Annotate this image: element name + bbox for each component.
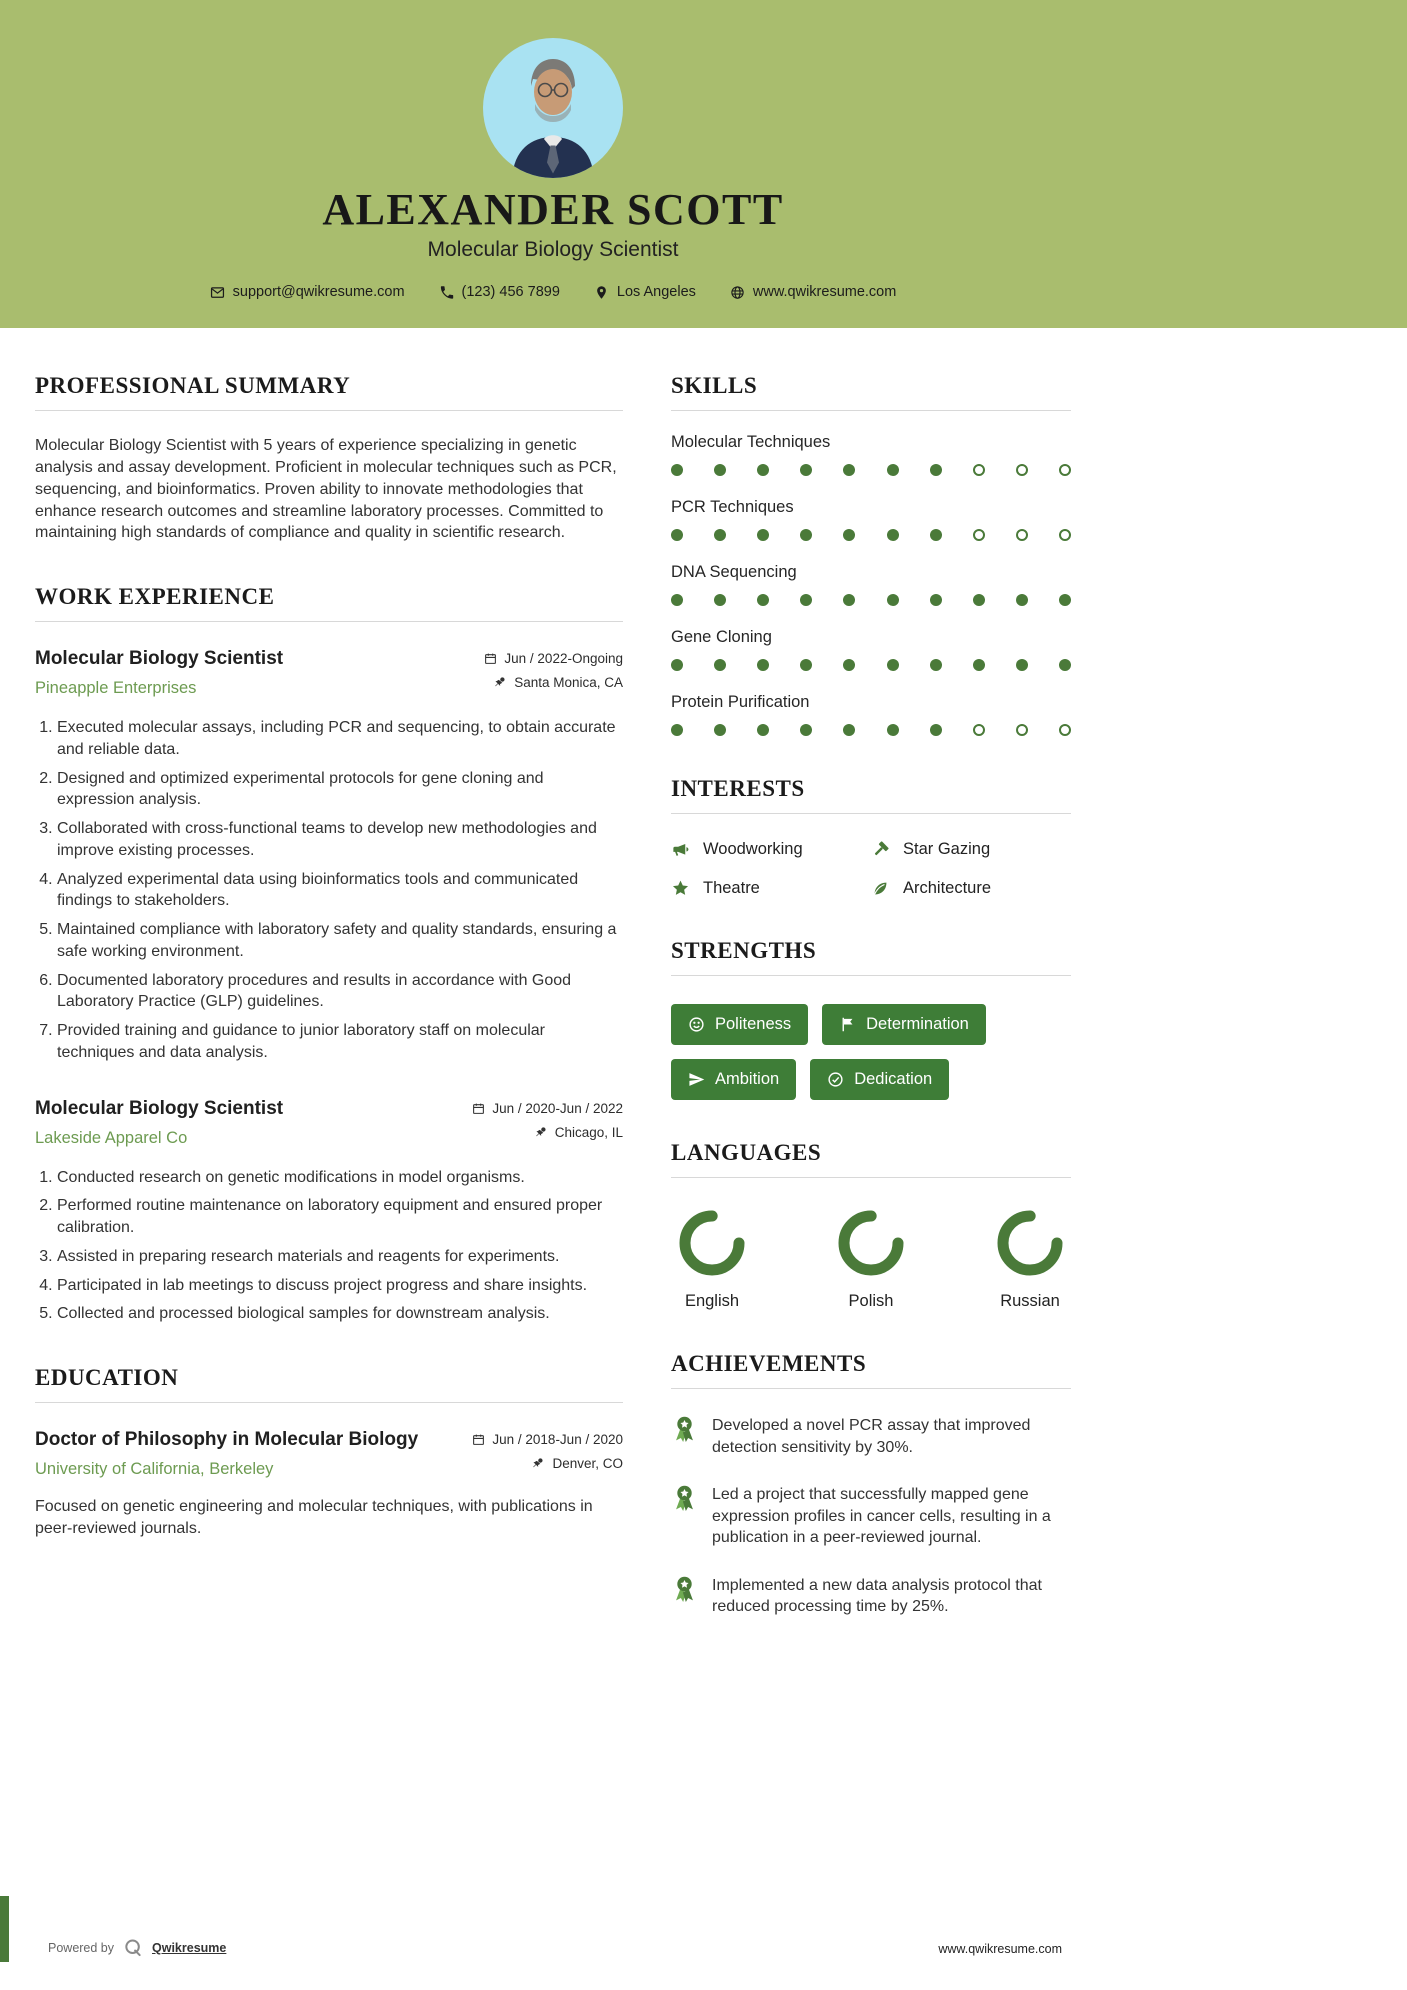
skill-dot <box>930 724 942 736</box>
divider <box>671 813 1071 814</box>
job-meta <box>472 1098 623 1149</box>
calendar-icon <box>484 652 497 665</box>
bullet-item: 4. Participated in lab meetings to discuss project progress and share insights. <box>57 1275 623 1297</box>
skill-item <box>671 693 1071 736</box>
right-column <box>671 373 1071 1657</box>
achievement-text: Developed a novel PCR assay that improved detection sensitivity by 30%. <box>712 1417 1031 1456</box>
section-skills <box>671 373 1071 736</box>
bullet-item: 3. Assisted in preparing research materials and reagents for experiments. <box>57 1246 623 1268</box>
section-education <box>35 1365 623 1540</box>
skill-item <box>671 628 1071 671</box>
job-dates <box>472 1101 623 1116</box>
language-name: Polish <box>848 1292 894 1311</box>
language-ring <box>997 1210 1063 1276</box>
skill-name: Protein Purification <box>671 693 810 712</box>
skill-dot <box>1016 724 1028 736</box>
skill-dot <box>930 464 942 476</box>
section-work-experience <box>35 584 623 1325</box>
education-description: Focused on genetic engineering and molecular techniques, with publications in peer-reviewed journals. <box>35 1498 593 1537</box>
paper-plane-icon <box>688 1071 705 1088</box>
smiley-icon <box>688 1016 705 1033</box>
skill-dot <box>714 464 726 476</box>
job-dates <box>484 651 623 666</box>
skill-dot <box>843 594 855 606</box>
bullet-item: 3. Collaborated with cross-functional teams to develop new methodologies and improve existing processes. <box>57 818 623 862</box>
medal-icon <box>671 1575 698 1602</box>
skill-dot <box>757 464 769 476</box>
bullet-item: 2. Designed and optimized experimental protocols for gene cloning and expression analysis. <box>57 768 623 812</box>
achievement-text: Implemented a new data analysis protocol that reduced processing time by 25%. <box>712 1576 1042 1616</box>
job-meta <box>484 648 623 699</box>
skill-dot <box>887 529 899 541</box>
bullet-item: 5. Maintained compliance with laboratory safety and quality standards, ensuring a safe working environment. <box>57 919 623 963</box>
skill-dot <box>973 464 985 476</box>
summary-text: Molecular Biology Scientist with 5 years of experience specializing in genetic analysis and assay development. Proficient in molecular techniques such as PCR, sequencing, and bioinformatics. Proven ability to innovate methodologies that enhance research outcomes and streamline laboratory processes. Committed to maintaining high standards of compliance and quality in scientific research. <box>35 437 617 542</box>
skill-dot <box>1059 659 1071 671</box>
job-entry <box>35 648 623 1064</box>
divider <box>671 1177 1071 1178</box>
skill-dot <box>887 724 899 736</box>
pushpin-icon <box>494 676 507 689</box>
envelope-icon <box>210 285 225 300</box>
contact-website-text[interactable]: www.qwikresume.com <box>752 284 897 301</box>
job-location <box>472 1125 623 1140</box>
skill-dot <box>714 529 726 541</box>
summary-heading: PROFESSIONAL SUMMARY <box>35 373 351 399</box>
skill-dot <box>1059 464 1071 476</box>
contact-website[interactable] <box>730 284 896 300</box>
profile-photo <box>483 38 623 178</box>
hammer-icon <box>871 840 890 859</box>
skill-dot <box>930 594 942 606</box>
star-icon <box>671 879 690 898</box>
skill-dot <box>800 529 812 541</box>
map-pin-icon <box>594 285 609 300</box>
skill-rating <box>671 464 1071 476</box>
skill-item <box>671 498 1071 541</box>
achievements-heading: ACHIEVEMENTS <box>671 1351 867 1377</box>
strength-pill <box>810 1059 949 1100</box>
job-header <box>35 648 623 699</box>
skill-dot <box>973 529 985 541</box>
skill-dot <box>1059 724 1071 736</box>
job-company: Lakeside Apparel Co <box>35 1128 188 1147</box>
interests-grid <box>671 840 1071 898</box>
language-item <box>997 1210 1063 1311</box>
divider <box>35 410 623 411</box>
bullet-item: 7. Provided training and guidance to junior laboratory staff on molecular techniques and data analysis. <box>57 1020 623 1064</box>
job-dates-text: Jun / 2020-Jun / 2022 <box>492 1100 623 1116</box>
skill-dot <box>757 724 769 736</box>
job-entry <box>35 1098 623 1326</box>
skill-dot <box>1016 464 1028 476</box>
contact-phone-text: (123) 456 7899 <box>461 284 560 301</box>
divider <box>671 410 1071 411</box>
interest-item <box>671 879 871 898</box>
skill-dot <box>843 659 855 671</box>
job-title: Molecular Biology Scientist <box>35 1097 284 1119</box>
skill-name: Gene Cloning <box>671 628 772 647</box>
contact-email[interactable] <box>210 284 405 300</box>
education-heading: EDUCATION <box>35 1365 179 1391</box>
strength-label: Ambition <box>715 1070 780 1089</box>
achievement-item <box>671 1415 1071 1458</box>
skill-dot <box>800 724 812 736</box>
medal-icon <box>671 1484 698 1511</box>
language-name: Russian <box>1000 1292 1060 1311</box>
education-dates <box>472 1432 623 1447</box>
interests-heading: INTERESTS <box>671 776 805 802</box>
skill-dot <box>671 724 683 736</box>
achievement-item <box>671 1575 1071 1618</box>
skill-dot <box>800 594 812 606</box>
degree-title: Doctor of Philosophy in Molecular Biology <box>35 1429 419 1451</box>
job-title: Molecular Biology Scientist <box>35 648 284 670</box>
strength-label: Dedication <box>854 1070 933 1089</box>
language-name: English <box>684 1292 740 1311</box>
strength-label: Determination <box>866 1015 969 1034</box>
skill-dot <box>800 659 812 671</box>
pushpin-icon <box>535 1126 548 1139</box>
skill-dot <box>1059 594 1071 606</box>
achievement-item <box>671 1484 1071 1548</box>
education-location <box>472 1456 623 1471</box>
strength-label: Politeness <box>715 1015 792 1034</box>
skill-dot <box>1016 659 1028 671</box>
education-header <box>35 1429 623 1480</box>
skill-dot <box>714 659 726 671</box>
brand-stripe <box>0 1896 9 1962</box>
job-header <box>35 1098 623 1149</box>
skill-dot <box>843 529 855 541</box>
job-company: Pineapple Enterprises <box>35 679 197 698</box>
divider <box>671 1388 1071 1389</box>
qwikresume-logo-icon <box>123 1938 143 1958</box>
job-dates-text: Jun / 2022-Ongoing <box>504 651 623 667</box>
skill-dot <box>887 659 899 671</box>
bullhorn-icon <box>671 840 690 859</box>
skill-rating <box>671 594 1071 606</box>
job-title-block <box>35 648 283 698</box>
section-interests <box>671 776 1071 898</box>
contact-bar <box>35 284 1071 300</box>
left-column <box>35 373 623 1657</box>
job-title-block <box>35 1098 283 1148</box>
strengths-heading: STRENGTHS <box>671 938 817 964</box>
interest-item <box>671 840 871 859</box>
medal-icon <box>671 1415 698 1442</box>
calendar-icon <box>472 1102 485 1115</box>
education-meta <box>472 1429 623 1480</box>
strength-pill <box>822 1004 986 1045</box>
powered-by-label: Powered by <box>48 1941 115 1955</box>
divider <box>35 621 623 622</box>
achievement-text: Led a project that successfully mapped gene expression profiles in cancer cells, resulting in a publication in a peer-reviewed journal. <box>712 1486 1051 1547</box>
language-item <box>838 1210 904 1311</box>
job-location <box>484 675 623 690</box>
flag-icon <box>839 1016 856 1033</box>
job-bullet-list <box>35 717 623 1064</box>
bullet-item: 1. Conducted research on genetic modifications in model organisms. <box>57 1167 623 1189</box>
skill-dot <box>714 594 726 606</box>
skill-dot <box>843 464 855 476</box>
skill-dot <box>714 724 726 736</box>
education-entry <box>35 1429 623 1540</box>
skill-dot <box>1016 529 1028 541</box>
candidate-title: Molecular Biology Scientist <box>427 238 679 262</box>
section-summary <box>35 373 623 544</box>
skill-name: PCR Techniques <box>671 498 794 517</box>
skill-dot <box>1016 594 1028 606</box>
leaf-icon <box>871 879 890 898</box>
contact-location-text: Los Angeles <box>616 284 696 301</box>
check-circle-icon <box>827 1071 844 1088</box>
section-strengths <box>671 938 1071 1100</box>
section-achievements <box>671 1351 1071 1617</box>
skill-dot <box>930 529 942 541</box>
education-location-text: Denver, CO <box>552 1456 623 1472</box>
skill-dot <box>671 529 683 541</box>
interest-label: Star Gazing <box>903 840 991 859</box>
education-dates-text: Jun / 2018-Jun / 2020 <box>492 1432 623 1448</box>
skill-dot <box>973 594 985 606</box>
footer-branding <box>48 1938 226 1958</box>
header-content <box>35 38 1071 300</box>
contact-phone <box>439 284 560 300</box>
skill-dot <box>973 659 985 671</box>
candidate-name: ALEXANDER SCOTT <box>322 185 784 234</box>
skills-heading: SKILLS <box>671 373 758 399</box>
skill-rating <box>671 659 1071 671</box>
skill-item <box>671 563 1071 606</box>
resume-body <box>35 373 1071 1657</box>
divider <box>671 975 1071 976</box>
work-heading: WORK EXPERIENCE <box>35 584 275 610</box>
languages-heading: LANGUAGES <box>671 1140 822 1166</box>
skill-dot <box>930 659 942 671</box>
skill-item <box>671 433 1071 476</box>
interest-label: Woodworking <box>703 840 803 859</box>
skill-dot <box>757 594 769 606</box>
skill-dot <box>800 464 812 476</box>
language-item <box>679 1210 745 1311</box>
education-title-block <box>35 1429 418 1479</box>
skill-dot <box>973 724 985 736</box>
language-ring <box>838 1210 904 1276</box>
skill-dot <box>887 464 899 476</box>
divider <box>35 1402 623 1403</box>
skill-dot <box>843 724 855 736</box>
skill-dot <box>671 464 683 476</box>
interest-item <box>871 879 1071 898</box>
bullet-item: 5. Collected and processed biological samples for downstream analysis. <box>57 1303 623 1325</box>
school-name: University of California, Berkeley <box>35 1460 274 1479</box>
skill-rating <box>671 724 1071 736</box>
pushpin-icon <box>532 1457 545 1470</box>
skill-dot <box>757 529 769 541</box>
qwikresume-link[interactable]: Qwikresume <box>152 1941 227 1955</box>
languages-row <box>671 1210 1071 1311</box>
bullet-item: 2. Performed routine maintenance on laboratory equipment and ensured proper calibration. <box>57 1195 623 1239</box>
language-ring <box>679 1210 745 1276</box>
section-languages <box>671 1140 1071 1311</box>
interest-label: Theatre <box>703 879 760 898</box>
job-location-text: Santa Monica, CA <box>514 675 623 691</box>
strength-pill <box>671 1059 796 1100</box>
contact-location <box>594 284 696 300</box>
header-banner <box>0 0 1407 328</box>
bullet-item: 1. Executed molecular assays, including PCR and sequencing, to obtain accurate and reliable data. <box>57 717 623 761</box>
bullet-item: 6. Documented laboratory procedures and results in accordance with Good Laboratory Practice (GLP) guidelines. <box>57 970 623 1014</box>
profile-portrait-illustration <box>483 38 623 178</box>
strength-pill <box>671 1004 808 1045</box>
job-bullet-list <box>35 1167 623 1326</box>
skill-dot <box>1059 529 1071 541</box>
skill-dot <box>671 659 683 671</box>
skill-dot <box>671 594 683 606</box>
skill-rating <box>671 529 1071 541</box>
contact-email-text[interactable]: support@qwikresume.com <box>232 284 405 301</box>
calendar-icon <box>472 1433 485 1446</box>
globe-icon <box>730 285 745 300</box>
skill-name: Molecular Techniques <box>671 433 831 452</box>
bullet-item: 4. Analyzed experimental data using bioinformatics tools and communicated findings to stakeholders. <box>57 869 623 913</box>
interest-item <box>871 840 1071 859</box>
skill-dot <box>757 659 769 671</box>
interest-label: Architecture <box>903 879 992 898</box>
strengths-pills <box>671 1004 1071 1100</box>
job-location-text: Chicago, IL <box>554 1124 623 1140</box>
skill-name: DNA Sequencing <box>671 563 797 582</box>
phone-icon <box>439 285 454 300</box>
skill-dot <box>887 594 899 606</box>
footer-website[interactable]: www.qwikresume.com <box>938 1942 1062 1956</box>
